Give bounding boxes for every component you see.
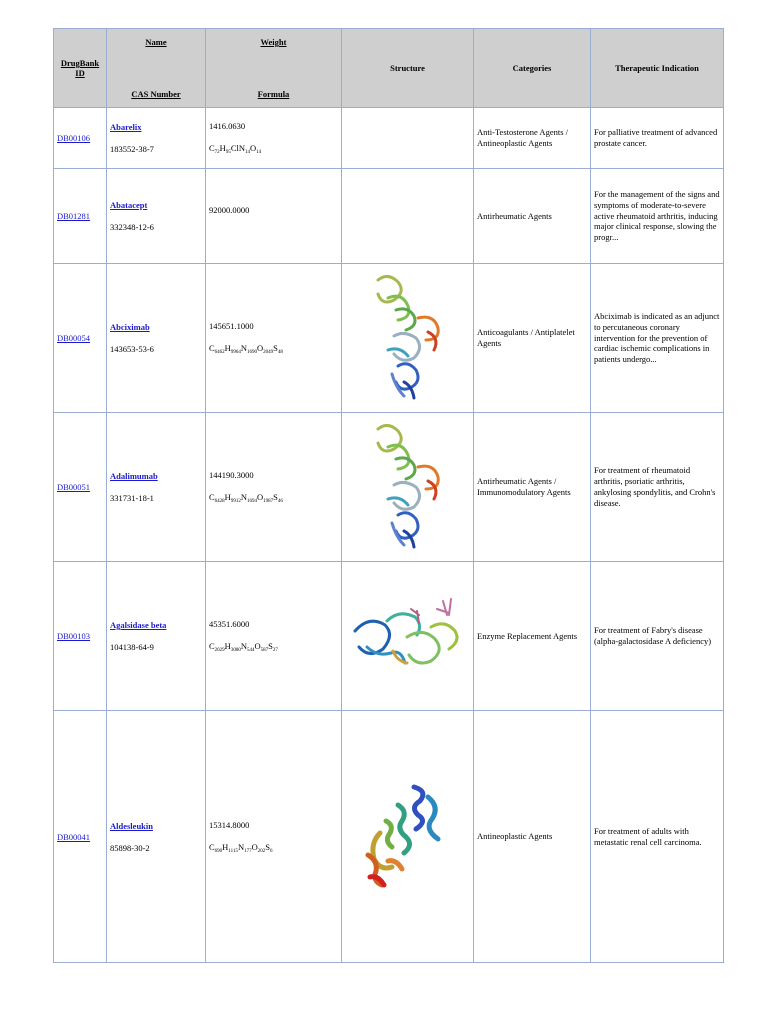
- molecular-formula: $C_{72}H_{95}ClN_{14}O_{14}$: [209, 143, 262, 155]
- cas-number: 143653-53-6: [110, 344, 154, 354]
- header-drugbank-id: DrugBank ID: [54, 29, 107, 108]
- drugbank-id-cell: [54, 264, 107, 413]
- categories-cell: Enzyme Replacement Agents: [474, 562, 591, 711]
- drug-name-link[interactable]: Abciximab: [110, 322, 150, 332]
- weight-formula-cell: [206, 264, 342, 413]
- weight-formula-cell: [206, 413, 342, 562]
- structure-cell: [342, 711, 474, 963]
- name-cas-cell: [107, 169, 206, 264]
- indication-cell: For treatment of adults with metastatic renal cell carcinoma.: [591, 711, 724, 963]
- indication-cell: For treatment of rheumatoid arthritis, psoriatic arthritis, ankylosing spondylitis, and Crohn's disease.: [591, 413, 724, 562]
- header-categories: Categories: [474, 29, 591, 108]
- structure-cell: [342, 562, 474, 711]
- protein-structure-antibody-icon: [345, 419, 470, 555]
- header-name-cas: [107, 29, 206, 108]
- drugbank-id-link[interactable]: DB00106: [57, 133, 91, 143]
- categories-cell: Antirheumatic Agents / Immunomodulatory Agents: [474, 413, 591, 562]
- cas-number: 332348-12-6: [110, 222, 154, 232]
- drug-name-link[interactable]: Adalimumab: [110, 471, 158, 481]
- drugbank-id-link[interactable]: DB00054: [57, 333, 91, 343]
- molecular-weight: 45351.6000: [209, 619, 250, 629]
- drugbank-id-cell: [54, 562, 107, 711]
- categories-cell: Anticoagulants / Antiplatelet Agents: [474, 264, 591, 413]
- indication-cell: For palliative treatment of advanced prostate cancer.: [591, 108, 724, 169]
- cas-number: 331731-18-1: [110, 493, 154, 503]
- table-row: [54, 169, 724, 264]
- cas-number: 104138-64-9: [110, 642, 154, 652]
- drugbank-id-cell: [54, 169, 107, 264]
- name-cas-cell: [107, 413, 206, 562]
- structure-cell: [342, 413, 474, 562]
- drugbank-id-link[interactable]: DB01281: [57, 211, 91, 221]
- structure-cell: [342, 264, 474, 413]
- name-cas-cell: [107, 711, 206, 963]
- drugbank-id-cell: [54, 413, 107, 562]
- header-row: [54, 29, 724, 108]
- header-formula: Formula: [257, 89, 290, 99]
- molecular-weight: 145651.1000: [209, 321, 254, 331]
- weight-formula-cell: [206, 711, 342, 963]
- protein-structure-helix-icon: [345, 777, 470, 897]
- drugbank-id-link[interactable]: DB00051: [57, 482, 91, 492]
- categories-cell: Anti-Testosterone Agents / Antineoplastic Agents: [474, 108, 591, 169]
- table-row: [54, 413, 724, 562]
- molecular-weight: 144190.3000: [209, 470, 254, 480]
- drug-name-link[interactable]: Aldesleukin: [110, 820, 153, 831]
- drugbank-id-cell: [54, 108, 107, 169]
- molecular-weight: 15314.8000: [209, 819, 250, 830]
- header-name: Name: [145, 37, 167, 47]
- name-cas-cell: [107, 562, 206, 711]
- header-cas: CAS Number: [131, 89, 181, 99]
- drug-name-link[interactable]: Agalsidase beta: [110, 620, 167, 630]
- indication-cell: Abciximab is indicated as an adjunct to percutaneous coronary intervention for the prevention of cardiac ischemic complications in patients undergo...: [591, 264, 724, 413]
- header-indication: Therapeutic Indication: [591, 29, 724, 108]
- indication-cell: For the management of the signs and symptoms of moderate-to-severe active rheumatoid arthritis, inducing major clinical response, slowing the progr...: [591, 169, 724, 264]
- name-cas-cell: [107, 264, 206, 413]
- categories-cell: Antirheumatic Agents: [474, 169, 591, 264]
- molecular-formula: $C_{690}H_{1115}N_{177}O_{202}S_6$: [209, 841, 273, 854]
- categories-cell: Antineoplastic Agents: [474, 711, 591, 963]
- drug-name-link[interactable]: Abarelix: [110, 122, 142, 132]
- molecular-weight: 1416.0630: [209, 121, 246, 131]
- table-row: [54, 562, 724, 711]
- structure-cell: [342, 169, 474, 264]
- cas-number: 183552-38-7: [110, 144, 154, 154]
- structure-cell: [342, 108, 474, 169]
- weight-formula-cell: [206, 169, 342, 264]
- name-cas-cell: [107, 108, 206, 169]
- weight-formula-cell: [206, 108, 342, 169]
- table-row: [54, 711, 724, 963]
- molecular-formula: $C_{6462}H_{9964}N_{1690}O_{2049}S_{48}$: [209, 343, 283, 355]
- header-weight: Weight: [260, 37, 287, 47]
- drug-table: [53, 28, 724, 963]
- weight-formula-cell: [206, 562, 342, 711]
- header-weight-formula: [206, 29, 342, 108]
- cas-number: 85898-30-2: [110, 842, 150, 853]
- molecular-weight: 92000.0000: [209, 205, 250, 215]
- protein-structure-enzyme-icon: [345, 591, 470, 681]
- drugbank-id-link[interactable]: DB00103: [57, 631, 91, 641]
- drugbank-id-link[interactable]: DB00041: [57, 831, 91, 842]
- protein-structure-antibody-icon: [345, 270, 470, 406]
- table-row: [54, 264, 724, 413]
- molecular-formula: $C_{2029}H_{3080}N_{544}O_{587}S_{27}$: [209, 641, 278, 653]
- drug-name-link[interactable]: Abatacept: [110, 200, 148, 210]
- header-structure: Structure: [342, 29, 474, 108]
- table-row: [54, 108, 724, 169]
- indication-cell: For treatment of Fabry's disease (alpha-galactosidase A deficiency): [591, 562, 724, 711]
- drugbank-id-cell: [54, 711, 107, 963]
- molecular-formula: $C_{6428}H_{9912}N_{1694}O_{1987}S_{46}$: [209, 492, 283, 504]
